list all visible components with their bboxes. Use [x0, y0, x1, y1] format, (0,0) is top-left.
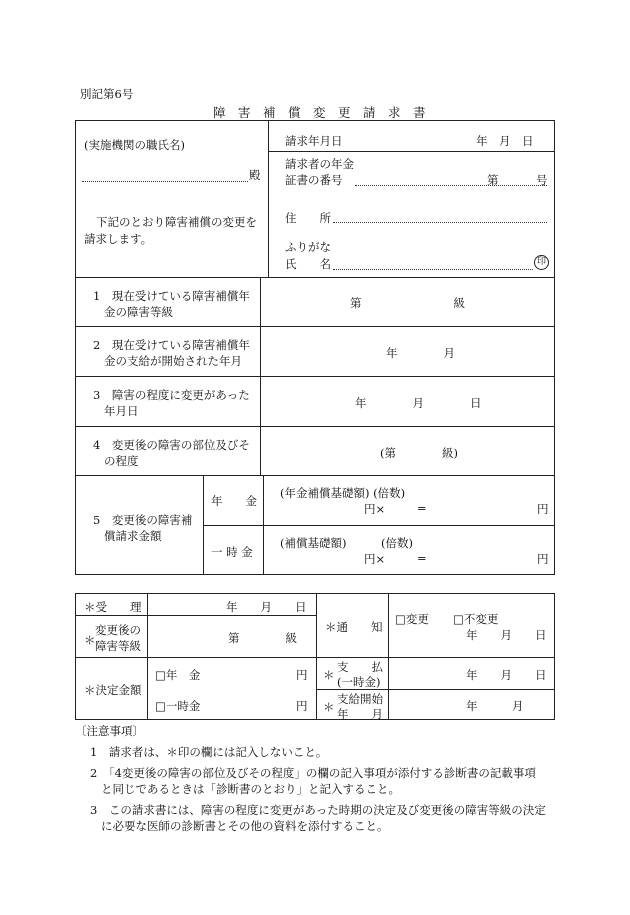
- agency-label: (実施機関の職氏名): [84, 138, 185, 152]
- item4-label-2: の程度: [104, 454, 139, 468]
- form-title: 障 害 補 償 変 更 請 求 書: [213, 105, 426, 120]
- payment-label-2: (一時金): [337, 675, 381, 689]
- pension-yen[interactable]: 円: [537, 502, 549, 516]
- item1-value[interactable]: 第 級: [350, 296, 465, 310]
- start-star: ＊: [323, 700, 335, 714]
- note-3b: に必要な医師の診断書とその他の資料を添付すること。: [101, 819, 389, 833]
- start-label-2: 年 月: [337, 707, 383, 721]
- request-text-1: 下記のとおり障害補償の変更を: [96, 215, 257, 229]
- form-number: 別記第6号: [80, 87, 134, 101]
- unchanged-checkbox[interactable]: □不変更: [453, 612, 499, 626]
- item4-value[interactable]: (第 級): [380, 446, 458, 460]
- pension-equals: =: [417, 501, 427, 515]
- start-label-1: 支給開始: [337, 692, 383, 706]
- pension-amount-yen: 円: [296, 668, 308, 682]
- item4-label-1: 4 変更後の障害の部位及びそ: [93, 438, 250, 452]
- address-label: 住 所: [285, 211, 331, 225]
- agency-field[interactable]: [82, 181, 248, 182]
- pension-number-field[interactable]: [355, 185, 547, 186]
- grade-value[interactable]: 第 級: [228, 631, 297, 645]
- note-2b: と同じであるときは「診断書のとおり」と記入すること。: [101, 782, 400, 796]
- decided-amount-label: ＊決定金額: [84, 683, 142, 697]
- request-date-field[interactable]: 年 月 日: [476, 134, 534, 148]
- request-date-label: 請求年月日: [285, 134, 343, 148]
- note-3a: 3 この請求書には、障害の程度に変更があった時期の決定及び変更後の障害等級の決定: [90, 803, 546, 817]
- pension-no-suffix: 号: [536, 173, 548, 187]
- start-date[interactable]: 年 月: [466, 699, 524, 713]
- notice-label: ＊通 知: [325, 620, 383, 634]
- note-2a: 2 「4変更後の障害の部位及びその程度」の欄の記入事項が添付する診断書の記載事項: [90, 766, 536, 780]
- pension-option[interactable]: □年 金: [155, 668, 201, 682]
- lump-equals: =: [417, 551, 427, 565]
- item5-lump-label: 一 時 金: [211, 545, 253, 559]
- pension-yen-times[interactable]: 円×: [364, 502, 386, 516]
- receipt-label: ＊受 理: [84, 600, 142, 614]
- item3-value[interactable]: 年 月 日: [355, 396, 482, 410]
- lump-yen-times[interactable]: 円×: [364, 552, 386, 566]
- pension-basis-label: (年金補償基礎額) (倍数): [280, 486, 406, 500]
- note-1: 1 請求者は、＊印の欄には記入しないこと。: [90, 745, 328, 759]
- lump-yen[interactable]: 円: [537, 552, 549, 566]
- furigana-label: ふりがな: [285, 240, 331, 254]
- receipt-date[interactable]: 年 月 日: [226, 600, 307, 614]
- name-field[interactable]: [333, 269, 533, 270]
- payment-star: ＊: [323, 668, 335, 682]
- notice-date[interactable]: 年 月 日: [466, 628, 547, 642]
- item5-pension-label: 年 金: [211, 494, 257, 508]
- grade-star: ＊: [84, 633, 96, 647]
- lump-amount-yen: 円: [296, 699, 308, 713]
- item5-label-1: 5 変更後の障害補: [93, 513, 193, 527]
- item2-label-1: 2 現在受けている障害補償年: [93, 338, 250, 352]
- seal-mark: 印: [534, 255, 549, 270]
- pension-label-2: 証書の番号: [285, 173, 343, 187]
- address-field[interactable]: [333, 222, 547, 223]
- item3-label-1: 3 障害の程度に変更があった: [93, 388, 250, 402]
- item3-label-2: 年月日: [104, 404, 139, 418]
- name-label: 氏 名: [285, 257, 331, 271]
- item1-label-1: 1 現在受けている障害補償年: [93, 289, 250, 303]
- lump-basis-label: (補償基礎額) (倍数): [280, 536, 413, 550]
- grade-label-2: 障害等級: [95, 639, 141, 653]
- item2-value[interactable]: 年 月: [386, 346, 455, 360]
- item2-label-2: 金の支給が開始された年月: [104, 354, 242, 368]
- changed-checkbox[interactable]: □変更: [395, 612, 429, 626]
- payment-label-1: 支 払: [337, 660, 383, 674]
- grade-label-1: 変更後の: [95, 623, 141, 637]
- pension-no-prefix: 第: [487, 173, 499, 187]
- notes-heading: 〔注意事項〕: [75, 724, 144, 738]
- payment-date[interactable]: 年 月 日: [466, 668, 547, 682]
- pension-label-1: 請求者の年金: [285, 157, 354, 171]
- lump-option[interactable]: □一時金: [155, 699, 201, 713]
- item1-label-2: 金の障害等級: [104, 305, 173, 319]
- request-text-2: 請求します。: [84, 232, 153, 246]
- addressee-suffix: 殿: [249, 168, 261, 182]
- item5-label-2: 償請求金額: [104, 529, 162, 543]
